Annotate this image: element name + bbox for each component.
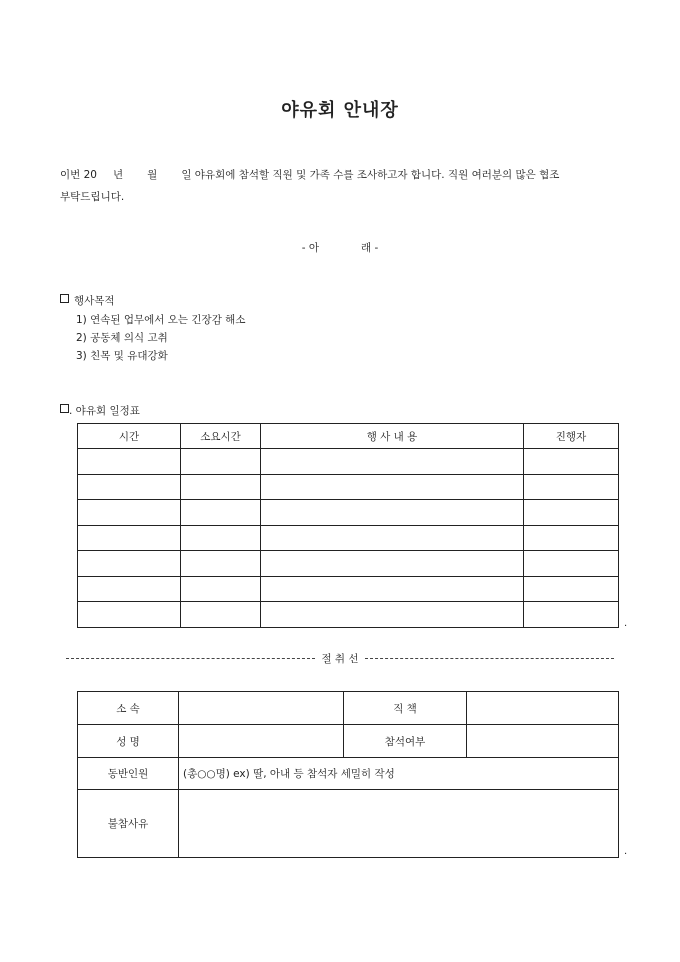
table-cell[interactable] xyxy=(261,525,524,551)
name-field[interactable] xyxy=(179,725,344,758)
cut-line xyxy=(66,651,614,666)
table-cell[interactable] xyxy=(181,525,261,551)
table-cell[interactable] xyxy=(78,474,181,500)
table-cell[interactable] xyxy=(78,449,181,475)
intro-day-text: 일 야유회에 참석할 직원 및 가족 수를 조사하고자 합니다. 직원 여러분의 많은 협조 xyxy=(181,169,560,181)
cut-line-dash-left xyxy=(66,658,315,659)
checkbox-square-icon xyxy=(60,294,69,303)
notice-left: - 아 xyxy=(301,242,319,254)
attendance-label: 참석여부 xyxy=(344,725,467,758)
checkbox-square-icon xyxy=(60,404,69,413)
table-row xyxy=(78,500,619,526)
document-title: 야유회 안내장 xyxy=(281,100,399,121)
table-row xyxy=(78,602,619,628)
schedule-header-row xyxy=(78,424,619,449)
table-cell[interactable] xyxy=(261,500,524,526)
table-cell[interactable] xyxy=(78,576,181,602)
table-cell[interactable] xyxy=(261,449,524,475)
table-row xyxy=(78,551,619,577)
table-cell[interactable] xyxy=(524,602,619,628)
companion-label: 동반인원 xyxy=(78,758,179,790)
table-row xyxy=(78,576,619,602)
schedule-end-mark: . xyxy=(624,618,628,629)
affiliation-field[interactable] xyxy=(179,692,344,725)
table-cell[interactable] xyxy=(261,602,524,628)
absence-reason-label: 불참사유 xyxy=(78,790,179,858)
table-cell[interactable] xyxy=(261,474,524,500)
table-cell[interactable] xyxy=(524,551,619,577)
table-cell[interactable] xyxy=(181,474,261,500)
table-cell[interactable] xyxy=(78,551,181,577)
table-cell[interactable] xyxy=(524,576,619,602)
intro-month-unit: 월 xyxy=(147,169,158,181)
absence-reason-field[interactable] xyxy=(179,790,619,858)
header-host: 진행자 xyxy=(524,424,619,449)
table-cell[interactable] xyxy=(78,500,181,526)
purpose-item: 3) 친목 및 유대강화 xyxy=(76,350,168,362)
purpose-heading xyxy=(60,293,115,308)
table-cell[interactable] xyxy=(181,576,261,602)
table-cell[interactable] xyxy=(78,602,181,628)
intro-paragraph xyxy=(60,164,622,208)
purpose-item: 2) 공동체 의식 고취 xyxy=(76,332,168,344)
table-cell[interactable] xyxy=(524,474,619,500)
name-label: 성 명 xyxy=(78,725,179,758)
notice-heading xyxy=(0,240,680,255)
schedule-heading xyxy=(60,403,140,418)
table-row xyxy=(78,474,619,500)
intro-line-2: 부탁드립니다. xyxy=(60,191,125,203)
purpose-item: 1) 연속된 업무에서 오는 긴장감 해소 xyxy=(76,314,246,326)
form-row xyxy=(78,725,619,758)
header-event-content: 행 사 내 용 xyxy=(261,424,524,449)
position-label: 직 책 xyxy=(344,692,467,725)
table-cell[interactable] xyxy=(524,500,619,526)
table-cell[interactable] xyxy=(78,525,181,551)
table-cell[interactable] xyxy=(181,449,261,475)
table-cell[interactable] xyxy=(181,602,261,628)
intro-year-unit: 년 xyxy=(113,169,124,181)
form-row xyxy=(78,692,619,725)
form-row xyxy=(78,790,619,858)
table-row xyxy=(78,525,619,551)
intro-line-1 xyxy=(60,164,622,186)
table-cell[interactable] xyxy=(261,576,524,602)
form-row xyxy=(78,758,619,790)
form-end-mark: . xyxy=(624,846,628,857)
intro-year: 이번 20 xyxy=(60,169,97,181)
companion-field[interactable]: (총○○명) ex) 딸, 아내 등 참석자 세밀히 작성 xyxy=(179,758,619,790)
table-cell[interactable] xyxy=(524,525,619,551)
table-row xyxy=(78,449,619,475)
table-cell[interactable] xyxy=(261,551,524,577)
header-time: 시간 xyxy=(78,424,181,449)
cut-line-label: 절 취 선 xyxy=(321,653,359,665)
position-field[interactable] xyxy=(467,692,619,725)
attendance-field[interactable] xyxy=(467,725,619,758)
notice-right: 래 - xyxy=(361,242,379,254)
table-cell[interactable] xyxy=(181,500,261,526)
affiliation-label: 소 속 xyxy=(78,692,179,725)
table-cell[interactable] xyxy=(181,551,261,577)
schedule-table xyxy=(77,423,619,628)
table-cell[interactable] xyxy=(524,449,619,475)
cut-line-dash-right xyxy=(365,658,614,659)
schedule-heading-label: . 야유회 일정표 xyxy=(69,405,140,417)
purpose-heading-label: 행사목적 xyxy=(74,295,115,307)
response-form xyxy=(77,691,619,858)
header-duration: 소요시간 xyxy=(181,424,261,449)
